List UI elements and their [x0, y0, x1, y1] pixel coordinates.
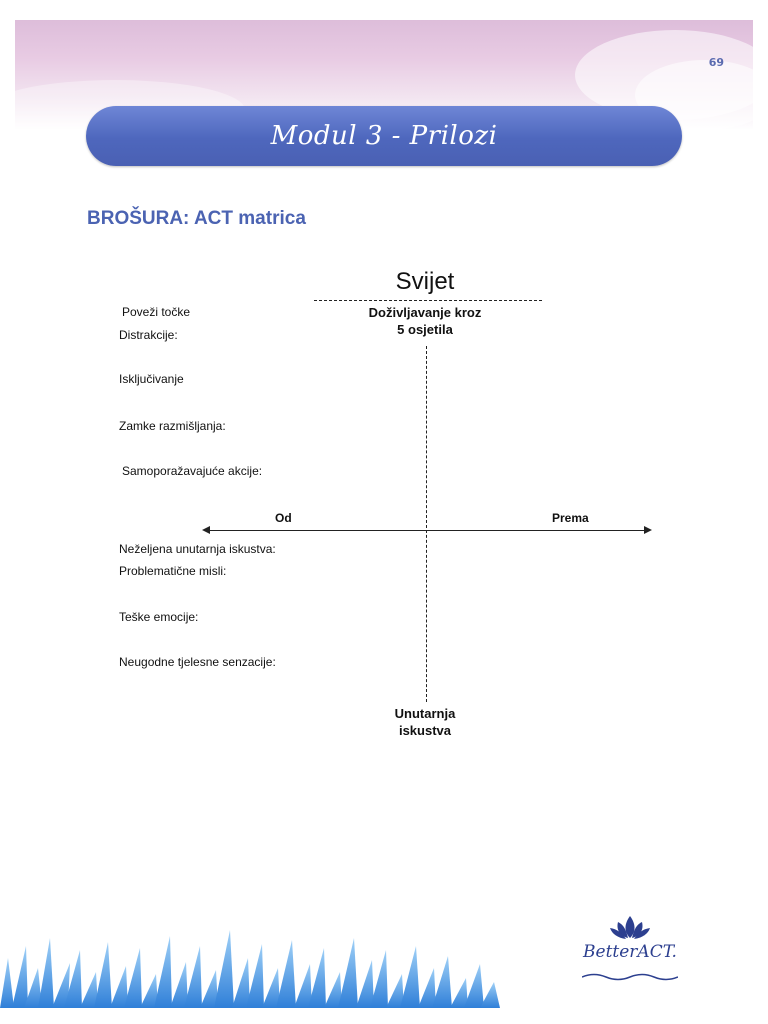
betteract-logo — [574, 914, 686, 984]
matrix-top-title: Svijet — [395, 268, 455, 295]
top-label-line2: 5 osjetila — [397, 322, 453, 337]
arrow-left-icon — [202, 526, 210, 534]
list-item: Neželjena unutarnja iskustva: — [119, 542, 276, 556]
list-item: Teške emocije: — [119, 610, 199, 624]
page-number: 69 — [708, 56, 724, 69]
logo-text: BetterACT. — [583, 942, 677, 962]
axis-label-od: Od — [275, 511, 292, 525]
list-item: Zamke razmišljanja: — [119, 419, 226, 433]
arrow-right-icon — [644, 526, 652, 534]
bottom-label-line2: iskustva — [398, 723, 452, 738]
grass-decoration — [0, 928, 500, 1008]
list-item: Distrakcije: — [119, 328, 178, 342]
horizontal-axis — [205, 530, 647, 531]
wave-underline-icon — [582, 972, 678, 982]
list-item: Isključivanje — [119, 372, 184, 386]
list-item: Poveži točke — [122, 305, 191, 319]
lotus-icon — [574, 914, 686, 942]
vertical-axis — [426, 346, 427, 702]
list-item: Problematične misli: — [119, 564, 227, 578]
title-banner — [86, 106, 682, 166]
matrix-bottom-label — [340, 705, 510, 739]
top-label-line1: Doživljavanje kroz — [368, 305, 482, 320]
matrix-top-label — [330, 304, 520, 338]
section-heading: BROŠURA: ACT matrica — [87, 208, 306, 229]
list-item: Samoporažavajuće akcije: — [122, 464, 263, 478]
bottom-label-line1: Unutarnja — [394, 706, 456, 721]
list-item: Neugodne tjelesne senzacije: — [119, 655, 276, 669]
top-dashed-line — [314, 300, 542, 301]
page-title: Modul 3 - Prilozi — [270, 121, 498, 151]
axis-label-prema: Prema — [552, 511, 589, 525]
